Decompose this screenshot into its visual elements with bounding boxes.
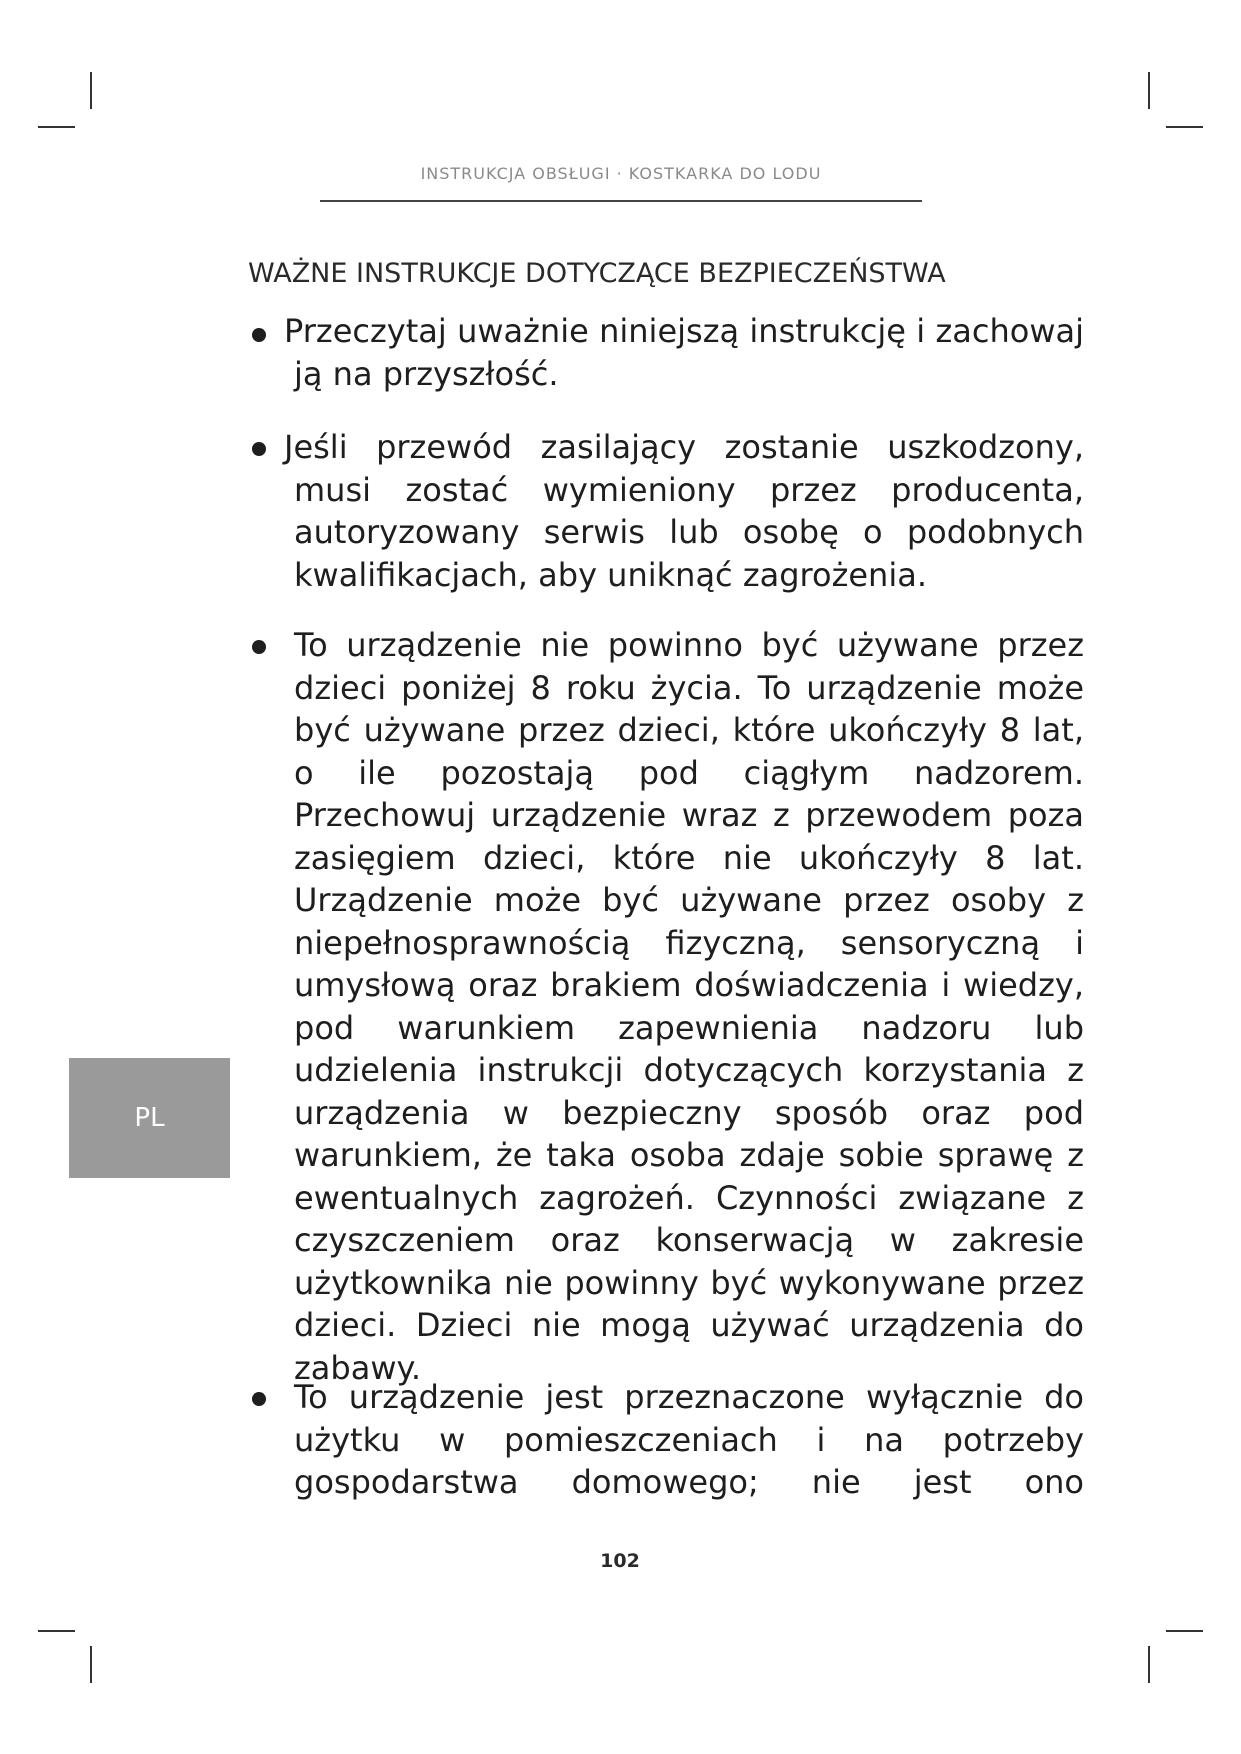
- list-item-text: Przeczytaj uważnie niniejszą instrukcję i zachowaj ją na przyszłość.: [284, 312, 1084, 393]
- crop-mark: [38, 126, 75, 128]
- bullet-icon: [252, 328, 266, 342]
- crop-mark: [1166, 1630, 1203, 1632]
- running-header: INSTRUKCJA OBSŁUGI · KOSTKARKA DO LODU: [420, 164, 822, 183]
- crop-mark: [90, 1646, 92, 1683]
- crop-mark: [1166, 126, 1203, 128]
- section-title: WAŻNE INSTRUKCJE DOTYCZĄCE BEZPIECZEŃSTWA: [248, 258, 946, 289]
- list-item-text: To urządzenie nie powinno być używane przez dzieci poniżej 8 roku życia. To urządzenie może być używane przez dzieci, które ukończyły 8 lat, o ile pozostają pod ciągłym nadzorem. Przechowuj urządzenie wraz z przewodem poza zasięgiem dzieci, które nie ukończyły 8 lat. Urządzenie może być używane przez osoby z niepełnosprawnością fizyczną, sensoryczną i umysłową oraz brakiem doświadczenia i wiedzy, pod warunkiem zapewnienia nadzoru lub udzielenia instrukcji dotyczących korzystania z urządzenia w bezpieczny sposób oraz pod warunkiem, że taka osoba zdaje sobie sprawę z ewentualnych zagrożeń. Czynności związane z czyszczeniem oraz konserwacją w zakresie użytkownika nie powinny być wykonywane przez dzieci. Dzieci nie mogą używać urządzenia do zabawy.: [294, 626, 1084, 1387]
- bullet-icon: [252, 640, 266, 654]
- list-item: [248, 426, 1088, 596]
- crop-mark: [1148, 1646, 1150, 1683]
- crop-mark: [38, 1630, 75, 1632]
- list-item: [248, 1376, 1088, 1504]
- list-item: [248, 310, 1088, 395]
- header-rule: [320, 200, 922, 202]
- list-item-text: To urządzenie jest przeznaczone wyłącznie do użytku w pomieszczeniach i na potrzeby gospodarstwa domowego; nie jest ono: [294, 1378, 1084, 1501]
- language-tab: [69, 1058, 230, 1178]
- bullet-icon: [252, 1392, 266, 1406]
- bullet-icon: [252, 442, 266, 456]
- list-item: [248, 624, 1088, 1389]
- page-number: 102: [600, 1550, 640, 1572]
- crop-mark: [1148, 72, 1150, 109]
- language-tab-label: PL: [134, 1103, 165, 1133]
- crop-mark: [90, 72, 92, 109]
- list-item-text: Jeśli przewód zasilający zostanie uszkodzony, musi zostać wymieniony przez producenta, autoryzowany serwis lub osobę o podobnych kwalifikacjach, aby uniknąć zagrożenia.: [284, 428, 1084, 594]
